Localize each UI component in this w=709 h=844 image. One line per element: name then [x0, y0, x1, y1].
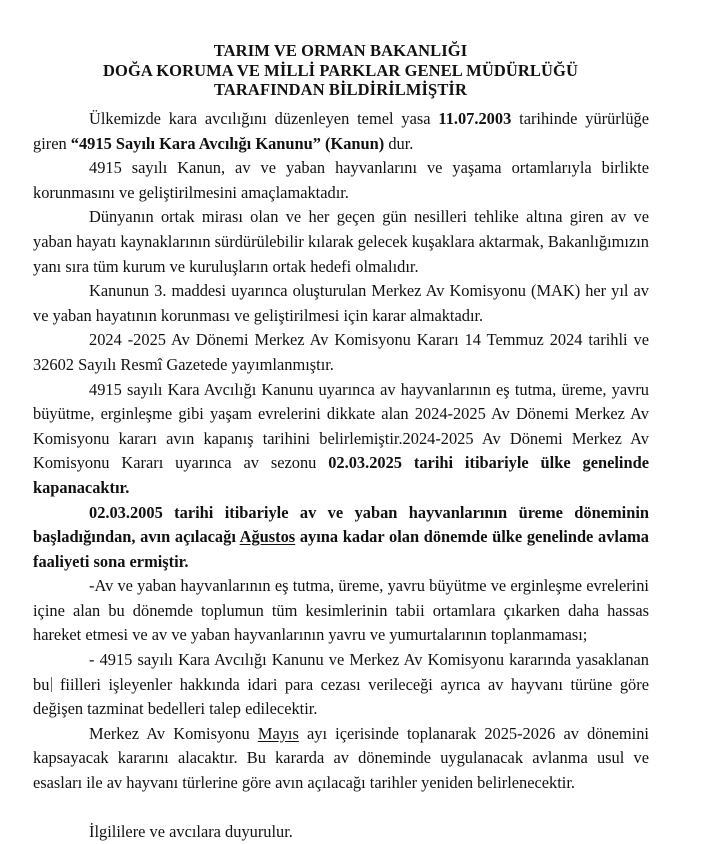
law-effective-date: 11.07.2003 [438, 109, 512, 128]
document-header [33, 41, 648, 100]
header-line-3: TARAFINDAN BİLDİRİLMİŞTİR [214, 80, 467, 99]
month-may-underlined: Mayıs [257, 723, 299, 743]
paragraph-8-bullet: -Av ve yaban hayvanlarının eş tutma, üreme, yavru büyütme ve erginleşme evrelerini içine alan bu dönemde toplumun tüm kesimlerinin tabii ortamlara çıkarken daha hassas hareket etmesi ve av ve yaban hayvanlarının yavru ve yumurtalarının toplanmaması; [33, 576, 649, 645]
closing-line: İlgililere ve avcılara duyurulur. [89, 821, 293, 841]
paragraph-1 [33, 107, 649, 156]
paragraph-1-text-b: tarihinde yürürlüğe giren [33, 109, 649, 153]
paragraph-1-text-a: Ülkemizde kara avcılığını düzenleyen temel yasa [89, 109, 439, 128]
header-line-2: DOĞA KORUMA VE MİLLİ PARKLAR GENEL MÜDÜRLÜĞÜ [103, 60, 578, 80]
paragraph-10-text-b: ayı içerisinde toplanarak 2025-2026 av dönemini kapsayacak kararını alacaktır. Bu kararda av döneminde uygulanacak avlanma usul ve esasları ile av hayvanı türlerine göre avın açılacağı tarihler yeniden belirlenecektir. [33, 723, 649, 793]
paragraph-7-text-a: 02.03.2005 tarihi itibariyle av ve yaban hayvanlarının üreme döneminin başladığından, avın açılacağı [33, 502, 649, 547]
month-august-underlined: Ağustos [239, 527, 296, 547]
paragraph-5: 2024 -2025 Av Dönemi Merkez Av Komisyonu Kararı 14 Temmuz 2024 tarihli ve 32602 Sayılı Resmî Gazetede yayımlanmıştır. [33, 330, 649, 374]
law-name: “4915 Sayılı Kara Avcılığı Kanunu” (Kanun) [70, 133, 385, 153]
paragraph-6-text-a: 4915 sayılı Kara Avcılığı Kanunu uyarınca av hayvanlarının eş tutma, üreme, yavru büyütme, erginleşme gibi yaşam evrelerini dikkate alan 2024-2025 Av Dönemi Merkez Av Komisyonu kararı avın kapanış tarihini belirlemiştir.2024-2025 Av Dönemi Merkez Av Komisyonu Kararı uyarınca av sezonu [33, 379, 649, 473]
paragraph-9-text-a: - 4915 sayılı Kara Avcılığı Kanunu ve Merkez Av Komisyonu kararında yasaklanan bu [33, 650, 649, 694]
paragraph-7-text-b: ayına kadar olan dönemde ülke genelinde avlama faaliyeti sona ermiştir. [33, 527, 649, 571]
season-close-statement: 02.03.2025 tarihi itibariyle ülke genelinde kapanacaktır. [33, 453, 649, 497]
paragraph-10 [33, 722, 649, 796]
paragraph-4: Kanunun 3. maddesi uyarınca oluşturulan Merkez Av Komisyonu (MAK) her yıl av ve yaban hayatının korunması ve geliştirilmesi için karar almaktadır. [33, 281, 649, 325]
paragraph-1-text-c: dur. [384, 133, 414, 153]
document-body [33, 107, 649, 844]
paragraph-10-text-a: Merkez Av Komisyonu [89, 723, 258, 743]
spacer [33, 796, 649, 820]
paragraph-3: Dünyanın ortak mirası olan ve her geçen gün nesilleri tehlike altına giren av ve yaban hayatı kaynaklarının sürdürülebilir kılarak gelecek kuşaklara aktarmak, Bakanlığımızın yanı sıra tüm kurum ve kuruluşların ortak hedefi olmalıdır. [33, 207, 649, 276]
paragraph-7 [33, 501, 649, 575]
paragraph-6 [33, 378, 649, 501]
paragraph-9-text-b: fiilleri işleyenler hakkında idari para cezası verileceği ayrıca av hayvanı türüne göre değişen tazminat bedelleri talep edilecektir. [33, 674, 649, 719]
paragraph-2: 4915 sayılı Kanun, av ve yaban hayvanlarını ve yaşama ortamlarıyla birlikte korunmasını ve geliştirilmesini amaçlamaktadır. [33, 158, 649, 202]
header-line-1: TARIM VE ORMAN BAKANLIĞI [213, 41, 468, 60]
paragraph-9-bullet [33, 648, 649, 722]
